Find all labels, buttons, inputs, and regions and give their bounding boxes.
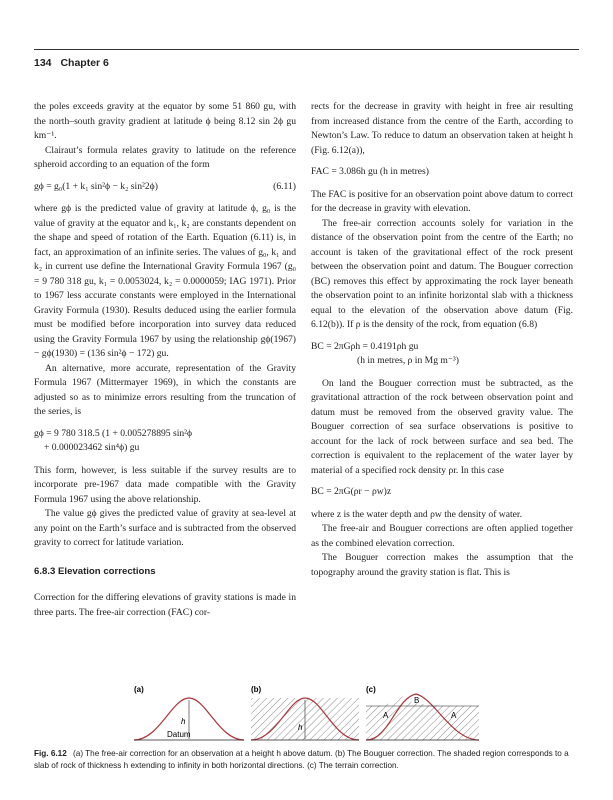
equation-alt [34,427,296,456]
paragraph: The FAC is positive for an observation point above datum to correct for the decrease in gravity with elevation. [311,188,573,214]
panel-c-label: (c) [366,685,376,694]
paragraph: where gϕ is the predicted value of gravity at latitude ϕ, g₀ is the value of gravity at the equator and k₁, k₂ are constants dependent on the shape and speed of rotation of the Earth. Equation (6.11) is, in fact, an approximation of an infinite series. The values of g₀, k₁ and k₂ in current use define the International Gravity Formula 1967 (g₀ = 9 780 318 gu, k₁ = 0.0053024, k₂ = 0.0000059; IAG 1971). Prior to 1967 less accurate constants were employed in the International Gravity Formula (1930). Results deduced using the earlier formula must be modified before incorporation into survey data reduced using the Gravity Formula 1967 by using the relationship gϕ(1967) − gϕ(1930) = (136 sin²ϕ − 172) gu. [34,203,296,359]
figure-diagram [134,682,479,744]
height-label-b: h [298,723,303,732]
figure-6-12 [134,682,479,790]
height-label-a: h [181,717,186,726]
label-b: B [414,696,420,705]
equation-number: (6.11) [273,180,296,192]
chapter-title: Chapter 6 [60,57,109,69]
paragraph: Correction for the differing elevations of gravity stations is made in three parts. The free-air correction (FAC) cor- [34,592,296,618]
equation-line: gϕ = 9 780 318.5 (1 + 0.005278895 sin²ϕ [34,427,193,439]
equation-bc [311,340,573,369]
equation-text: gϕ = g₀(1 + k₁ sin²ϕ − k₂ sin²2ϕ) [34,180,158,192]
caption-text: (a) The free-air correction for an observation at a height h above datum. (b) The Bouguer correction. The shaded region corresponds to a slab of rock of thickness h extending to infinity in both horizontal directions. (c) The terrain correction. [34,749,569,770]
paragraph: The free-air correction accounts solely for variation in the distance of the observation point from the centre of the Earth; no account is taken of the gravitational effect of the rock present between the observation point and datum. The Bouguer correction (BC) removes this effect by approximating the rock layer beneath the observation point to an infinite horizontal slab with a thickness equal to the elevation of the observation above datum (Fig. 6.12(b)). If ρ is the density of the rock, from equation (6.8) [311,217,573,330]
figure-caption [34,748,579,772]
right-column [311,100,573,580]
equation-6-11 [34,180,296,195]
paragraph: The Bouguer correction makes the assumption that the topography around the gravity station is flat. This is [311,552,573,578]
page-header [34,57,579,73]
equation-line: + 0.000023462 sin⁴ϕ) gu [44,442,140,453]
panel-a-label: (a) [134,685,144,694]
paragraph: An alternative, more accurate, representation of the Gravity Formula 1967 (Mittermayer 1969), in which the constants are adjusted so as to minimize errors resulting from the truncation of the series, is [34,362,296,417]
equation-line: BC = 2πGρh = 0.4191ρh gu [311,340,419,352]
label-a-right: A [451,711,457,720]
equation-text: BC = 2πG(ρr − ρw)z [311,486,392,497]
label-a-left: A [383,711,389,720]
equation-line: (h in metres, ρ in Mg m⁻³) [357,355,459,366]
paragraph: Clairaut’s formula relates gravity to latitude on the reference spheroid according to an equation of the form [34,144,296,170]
equation-bc-sea [311,485,573,500]
paragraph: The free-air and Bouguer corrections are often applied together as the combined elevation correction. [311,523,573,549]
caption-label: Fig. 6.12 [34,749,67,758]
page-number: 134 [34,57,52,69]
left-column [34,100,296,620]
paragraph: rects for the decrease in gravity with height in free air resulting from increased distance from the centre of the Earth, according to Newton’s Law. To reduce to datum an observation taken at height h (Fig. 6.12(a)), [311,101,573,156]
paragraph: the poles exceeds gravity at the equator by some 51 860 gu, with the north–south gravity gradient at latitude ϕ being 8.12 sin 2ϕ gu km⁻¹. [34,101,296,141]
header-rule [34,49,579,50]
panel-b-label: (b) [251,685,262,694]
equation-text: FAC = 3.086h gu (h in metres) [311,166,429,177]
paragraph: where z is the water depth and ρw the density of water. [311,508,522,520]
section-heading: 6.8.3 Elevation corrections [34,565,156,577]
paragraph: On land the Bouguer correction must be subtracted, as the gravitational attraction of the rock between observation point and datum must be removed from the observed gravity value. The Bouguer correction of sea surface observations is positive to account for the lack of rock between surface and sea bed. The correction is equivalent to the replacement of the water layer by material of a specified rock density ρr. In this case [311,377,573,476]
paragraph: The value gϕ gives the predicted value of gravity at sea-level at any point on the Earth’s surface and is subtracted from the observed gravity to correct for latitude variation. [34,508,296,548]
paragraph: This form, however, is less suitable if the survey results are to incorporate pre-1967 data made compatible with the Gravity Formula 1967 using the above relationship. [34,464,296,505]
datum-label: Datum [167,730,191,739]
equation-fac [311,165,573,180]
